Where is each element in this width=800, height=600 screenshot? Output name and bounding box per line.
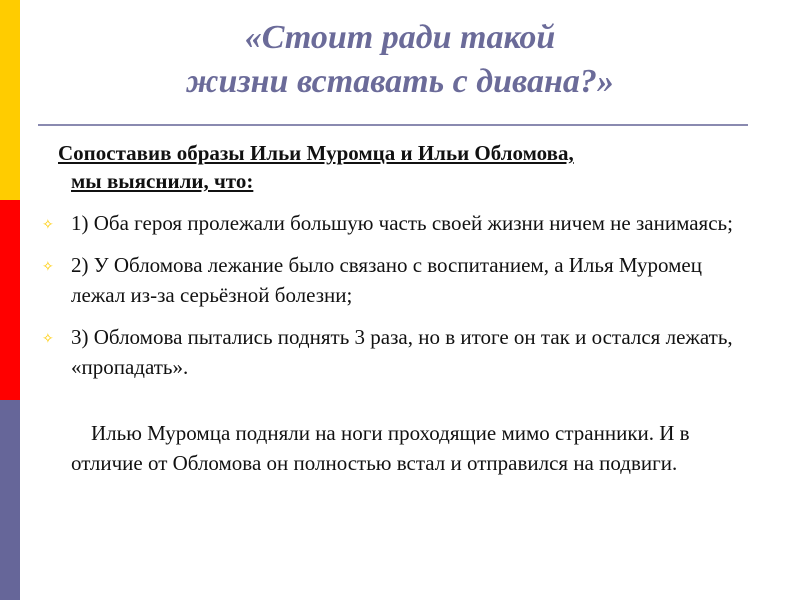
list-item-text: 2) У Обломова лежание было связано с воспитанием, а Илья Муромец лежал из-за серьёзной болезни; [71, 253, 702, 307]
intro-line-2: мы выяснили, что: [71, 169, 254, 193]
list-item-text: 1) Оба героя пролежали большую часть своей жизни ничем не занимаясь; [71, 211, 733, 235]
list-item [42, 322, 752, 382]
title-divider [38, 124, 748, 126]
sparkle-bullet-icon: ✧ [42, 218, 54, 233]
slide-title-line-1: «Стоит ради такой [244, 19, 556, 56]
sparkle-bullet-icon: ✧ [42, 260, 54, 275]
intro-line-1: Сопоставив образы Ильи Муромца и Ильи Обломова, [58, 141, 574, 165]
list-item-text: 3) Обломова пытались поднять 3 раза, но в итоге он так и остался лежать, «пропадать». [71, 325, 733, 379]
list-item [42, 250, 752, 310]
decor-stripe-yellow [0, 0, 20, 200]
decor-stripe-red [0, 200, 20, 400]
slide-title [40, 16, 760, 104]
closing-paragraph: Илью Муромца подняли на ноги проходящие мимо странники. И в отличие от Обломова он полностью встал и отправился на подвиги. [71, 421, 690, 475]
slide-title-line-2: жизни вставать с дивана?» [186, 63, 614, 100]
decor-stripe-purple [0, 400, 20, 600]
list-item [42, 208, 752, 238]
intro-text [58, 139, 738, 195]
sparkle-bullet-icon: ✧ [42, 332, 54, 347]
findings-list [42, 208, 752, 394]
